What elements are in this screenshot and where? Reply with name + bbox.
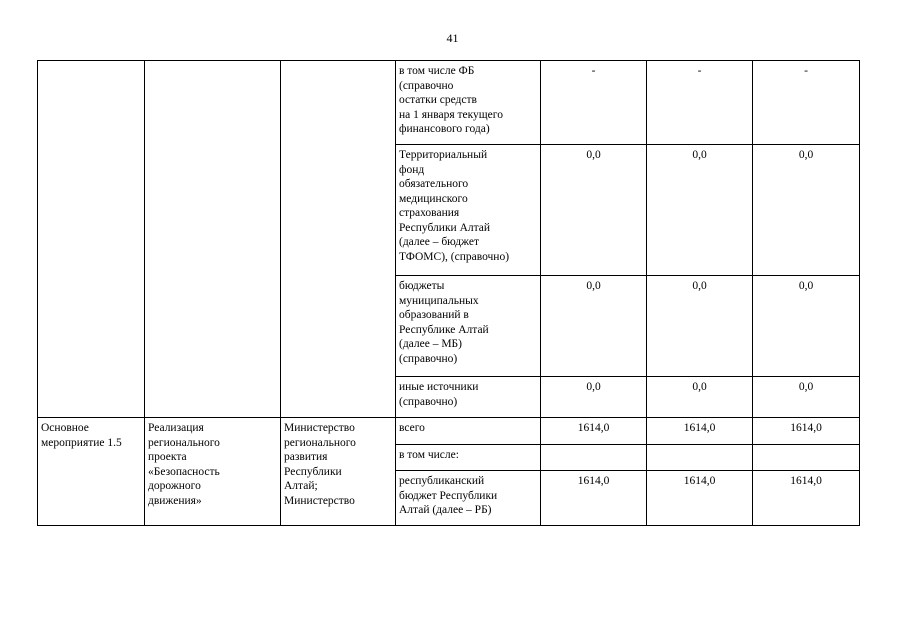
measure-number-cell: Основное мероприятие 1.5 — [38, 418, 145, 526]
value-cell: - — [541, 61, 647, 145]
value-cell: 1614,0 — [541, 471, 647, 526]
funding-source-cell: бюджеты муниципальных образований в Республике Алтай (далее – МБ) (справочно) — [396, 276, 541, 377]
value-cell: 0,0 — [541, 377, 647, 418]
table-row — [38, 418, 860, 445]
value-cell: 1614,0 — [753, 471, 860, 526]
funding-source-cell: в том числе: — [396, 445, 541, 471]
funding-source-cell: иные источники (справочно) — [396, 377, 541, 418]
executor-cell: Министерство регионального развития Республики Алтай; Министерство — [281, 418, 396, 526]
value-cell — [753, 445, 860, 471]
funding-source-cell: Территориальный фонд обязательного медицинского страхования Республики Алтай (далее – бюджет ТФОМС), (справочно) — [396, 145, 541, 276]
value-cell: 0,0 — [647, 145, 753, 276]
value-cell: 0,0 — [647, 276, 753, 377]
value-cell: 0,0 — [753, 276, 860, 377]
value-cell: 1614,0 — [753, 418, 860, 445]
funding-source-cell: всего — [396, 418, 541, 445]
budget-table — [37, 60, 860, 526]
value-cell: 0,0 — [647, 377, 753, 418]
value-cell: 1614,0 — [541, 418, 647, 445]
value-cell: 0,0 — [541, 276, 647, 377]
value-cell: 0,0 — [541, 145, 647, 276]
value-cell: 1614,0 — [647, 418, 753, 445]
value-cell: 0,0 — [753, 377, 860, 418]
funding-source-cell: республиканский бюджет Республики Алтай (далее – РБ) — [396, 471, 541, 526]
executor-cell — [281, 61, 396, 418]
page-number: 41 — [446, 31, 459, 45]
value-cell — [647, 445, 753, 471]
value-cell: - — [647, 61, 753, 145]
value-cell: - — [753, 61, 860, 145]
measure-name-cell — [145, 61, 281, 418]
value-cell: 1614,0 — [647, 471, 753, 526]
value-cell — [541, 445, 647, 471]
value-cell: 0,0 — [753, 145, 860, 276]
measure-number-cell — [38, 61, 145, 418]
funding-source-cell: в том числе ФБ (справочно остатки средств на 1 января текущего финансового года) — [396, 61, 541, 145]
table-row — [38, 61, 860, 145]
measure-name-cell: Реализация регионального проекта «Безопасность дорожного движения» — [145, 418, 281, 526]
